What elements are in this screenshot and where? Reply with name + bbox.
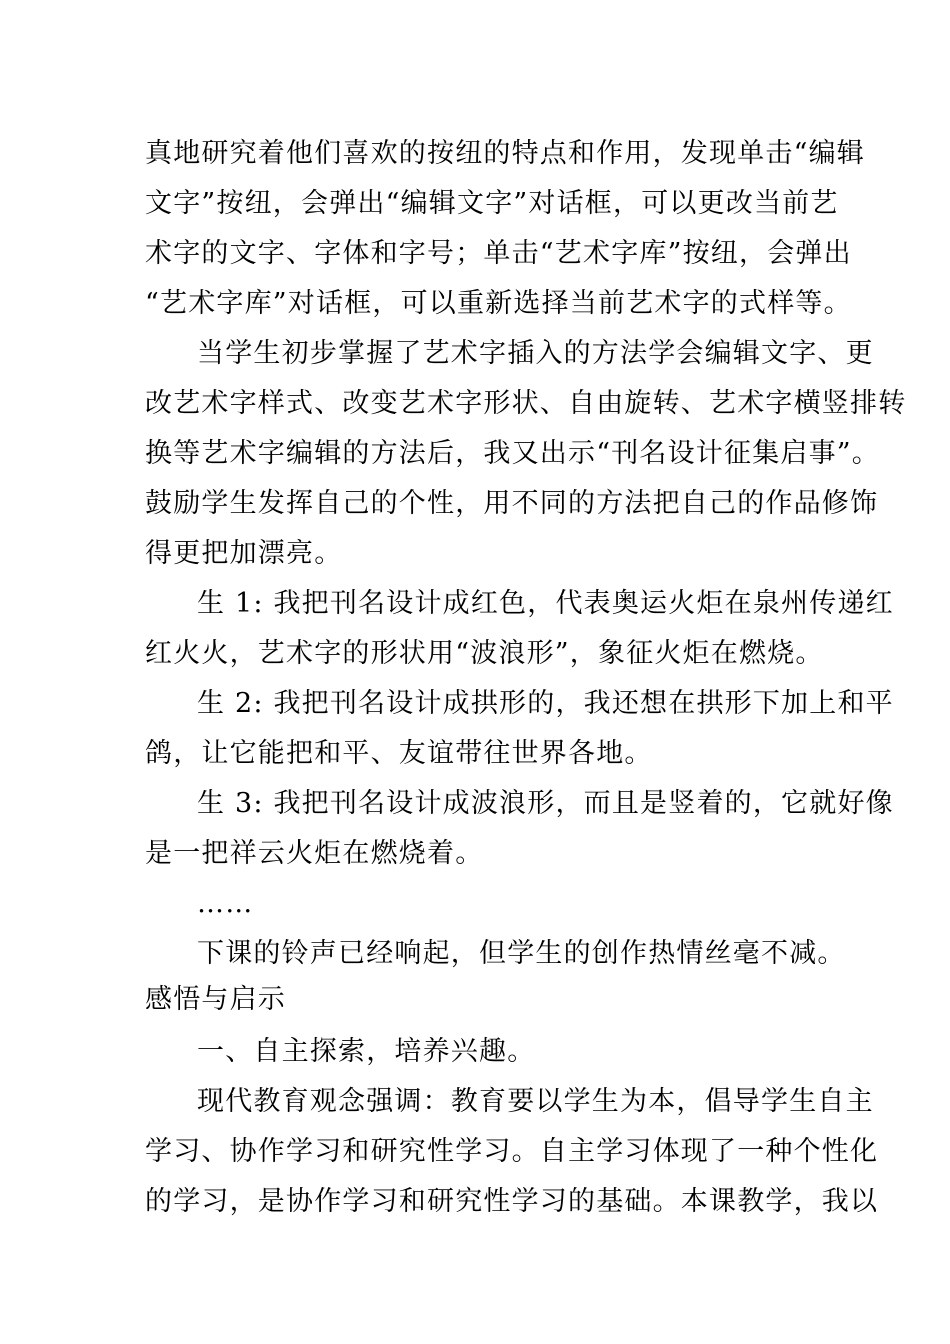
text-line: 鼓励学生发挥自己的个性，用不同的方法把自己的作品修饰 (145, 488, 879, 519)
text-line: 改艺术字样式、改变艺术字形状、自由旋转、艺术字横竖排转 (145, 388, 907, 419)
student-2-line: 生 2: 我把刊名设计成拱形的，我还想在拱形下加上和平 (197, 688, 894, 719)
section-heading: 感悟与启示 (145, 984, 286, 1015)
text-line: 红火火，艺术字的形状用“波浪形”，象征火炬在燃烧。 (145, 638, 824, 669)
paragraph-start: 当学生初步掌握了艺术字插入的方法学会编辑文字、更 (197, 338, 874, 369)
paragraph-start: 下课的铃声已经响起，但学生的创作热情丝毫不减。 (197, 938, 846, 969)
text-line: 学习、协作学习和研究性学习。自主学习体现了一种个性化 (145, 1136, 879, 1167)
text-line: 真地研究着他们喜欢的按纽的特点和作用，发现单击“编辑 (145, 138, 866, 169)
text-line: 文字”按纽，会弹出“编辑文字”对话框，可以更改当前艺 (145, 188, 839, 219)
subsection-heading: 一、自主探索，培养兴趣。 (197, 1036, 536, 1067)
text-line: 术字的文字、字体和字号；单击“艺术字库”按纽，会弹出 (145, 238, 852, 269)
text-line: 得更把加漂亮。 (145, 538, 343, 569)
text-line: 的学习，是协作学习和研究性学习的基础。本课教学，我以 (145, 1186, 879, 1217)
student-1-line: 生 1: 我把刊名设计成红色，代表奥运火炬在泉州传递红 (197, 588, 894, 619)
text-line: 换等艺术字编辑的方法后，我又出示“刊名设计征集启事”。 (145, 438, 881, 469)
text-line: 是一把祥云火炬在燃烧着。 (145, 838, 484, 869)
text-line: “艺术字库”对话框，可以重新选择当前艺术字的式样等。 (145, 288, 852, 319)
text-line: 鸽，让它能把和平、友谊带往世界各地。 (145, 738, 653, 769)
ellipsis-line: …… (197, 888, 254, 919)
paragraph-start: 现代教育观念强调：教育要以学生为本，倡导学生自主 (197, 1086, 874, 1117)
student-3-line: 生 3: 我把刊名设计成波浪形，而且是竖着的，它就好像 (197, 788, 894, 819)
